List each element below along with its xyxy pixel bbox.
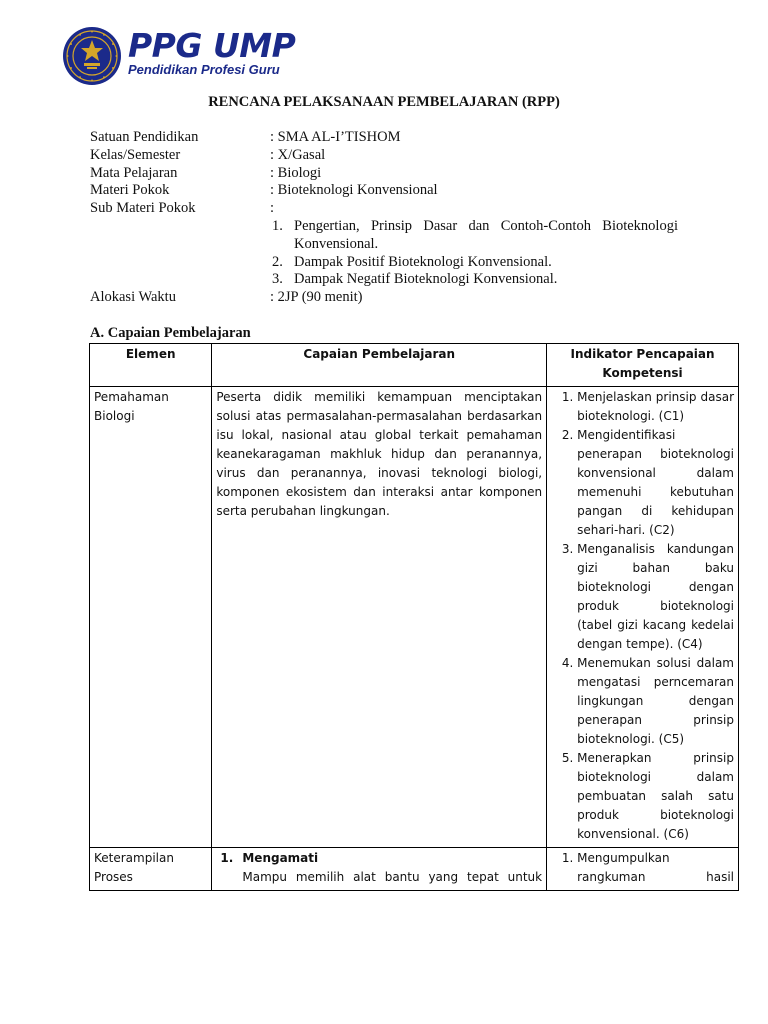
identity-value: : 2JP (90 menit)	[270, 289, 363, 306]
table-header-row	[90, 344, 739, 387]
identity-value: : X/Gasal	[270, 146, 326, 163]
indikator-cell	[547, 848, 739, 891]
skill-number: 1.	[220, 851, 234, 865]
elemen-cell	[90, 848, 212, 891]
sub-materi-text: Dampak Positif Bioteknologi Konvensional.	[294, 253, 552, 270]
identity-label: Kelas/Semester	[90, 146, 181, 163]
identity-row	[90, 289, 690, 307]
document-title: RENCANA PELAKSANAAN PEMBELAJARAN (RPP)	[208, 94, 560, 110]
capaian-cell	[212, 848, 547, 891]
capaian-cell	[212, 387, 547, 848]
indikator-item: 5. Menerapkan prinsip bioteknologi dalam pembuatan salah satu produk bioteknologi konvensional. (C6)	[577, 749, 734, 844]
identity-value: :	[270, 200, 275, 217]
elemen-cell	[90, 387, 212, 848]
table-row	[90, 848, 739, 891]
sub-materi-number: 3.	[272, 271, 283, 288]
sub-materi-text: Dampak Negatif Bioteknologi Konvensional.	[294, 271, 558, 288]
identity-label: Alokasi Waktu	[90, 289, 176, 306]
sub-materi-item	[272, 271, 678, 289]
identity-row	[90, 165, 690, 183]
table-header: Elemen	[90, 344, 212, 387]
sub-materi-item	[272, 254, 678, 272]
identity-row	[90, 129, 690, 147]
capaian-table	[89, 343, 739, 891]
indikator-item: 1. Menjelaskan prinsip dasar bioteknologi. (C1)	[577, 388, 734, 426]
skill-title-text: Mengamati	[242, 851, 319, 865]
indikator-list	[551, 849, 734, 887]
table-header: Capaian Pembelajaran	[212, 344, 547, 387]
table-row	[90, 387, 739, 848]
ppg-ump-logo	[62, 26, 296, 86]
identity-row	[90, 147, 690, 165]
identity-label: Sub Materi Pokok	[90, 200, 196, 217]
sub-materi-number: 1.	[272, 217, 283, 234]
skill-description: Mampu memilih alat bantu yang tepat untuk	[242, 870, 543, 884]
elemen-text: Pemahaman Biologi	[94, 390, 169, 423]
identity-value: : Bioteknologi Konvensional	[270, 182, 438, 199]
university-seal-icon	[62, 26, 122, 86]
identity-row	[90, 200, 690, 218]
sub-materi-list	[90, 218, 678, 289]
identity-label: Materi Pokok	[90, 182, 170, 199]
skill-title	[216, 849, 542, 868]
section-heading: A. Capaian Pembelajaran	[90, 325, 251, 341]
indikator-item: 2. Mengidentifikasi penerapan bioteknologi konvensional dalam memenuhi kebutuhan pangan di kehidupan sehari-hari. (C2)	[577, 426, 734, 540]
identity-value: : Biologi	[270, 164, 322, 181]
identity-label: Satuan Pendidikan	[90, 129, 199, 145]
sub-materi-item	[272, 218, 678, 254]
identity-label: Mata Pelajaran	[90, 164, 178, 181]
capaian-text: Peserta didik memiliki kemampuan menciptakan solusi atas permasalahan-permasalahan berdasarkan isu lokal, nasional atau global terkait pemahaman keanekaragaman makhluk hidup dan peranannya, virus dan peranannya, inovasi teknologi biologi, komponen ekosistem dan interaksi antar komponen serta perubahan lingkungan.	[216, 390, 543, 518]
elemen-text: Keterampilan Proses	[94, 851, 174, 884]
brand-name: PPG UMP	[128, 26, 296, 65]
indikator-cell	[547, 387, 739, 848]
identity-row	[90, 182, 690, 200]
indikator-list	[551, 388, 734, 844]
indikator-item: 3. Menganalisis kandungan gizi bahan baku bioteknologi dengan produk bioteknologi (tabel gizi kacang kedelai dengan tempe). (C4)	[577, 540, 734, 654]
table-header: Indikator Pencapaian Kompetensi	[547, 344, 739, 387]
indikator-item: 1. Mengumpulkan rangkuman hasil	[577, 849, 734, 887]
sub-materi-number: 2.	[272, 253, 283, 270]
sub-materi-text: Pengertian, Prinsip Dasar dan Contoh-Contoh Bioteknologi Konvensional.	[294, 217, 678, 252]
brand-subtitle: Pendidikan Profesi Guru	[128, 62, 280, 77]
identity-value: : SMA AL-I’TISHOM	[270, 129, 401, 145]
indikator-item: 4. Menemukan solusi dalam mengatasi perncemaran lingkungan dengan penerapan prinsip bioteknologi. (C5)	[577, 654, 734, 749]
identity-block	[90, 129, 690, 307]
